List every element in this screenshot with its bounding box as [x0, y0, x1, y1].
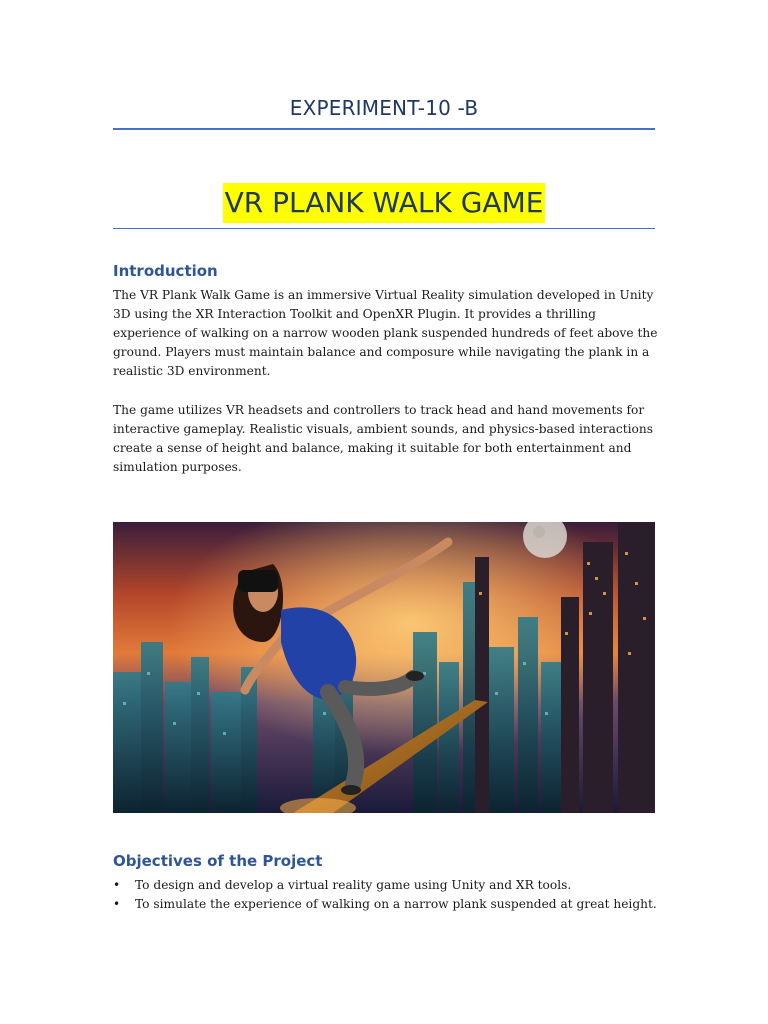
list-item: [113, 895, 658, 914]
objective-text: To simulate the experience of walking on a narrow plank suspended at great height.: [135, 897, 657, 911]
objectives-heading: Objectives of the Project: [113, 852, 323, 870]
title-underline: [113, 128, 655, 130]
main-title: VR PLANK WALK GAME: [223, 183, 546, 223]
intro-paragraph-1: The VR Plank Walk Game is an immersive Virtual Reality simulation developed in Unity 3D using the XR Interaction Toolkit and OpenXR Plugin. It provides a thrilling experience of walking on a narrow wooden plank suspended hundreds of feet above the ground. Players must maintain balance and composure while navigating the plank in a realistic 3D environment.: [113, 288, 658, 378]
vr-plank-walk-image: [113, 522, 655, 813]
bullet-icon: •: [113, 897, 121, 911]
main-title-underline: [113, 228, 655, 229]
main-title-wrap: [113, 183, 655, 223]
bullet-icon: •: [113, 878, 121, 892]
objectives-list: [113, 876, 658, 914]
objective-text: To design and develop a virtual reality game using Unity and XR tools.: [135, 878, 572, 892]
list-item: [113, 876, 658, 895]
intro-paragraph-2: The game utilizes VR headsets and controllers to track head and hand movements for interactive gameplay. Realistic visuals, ambient sounds, and physics-based interactions create a sense of height and balance, making it suitable for both entertainment and simulation purposes.: [113, 403, 653, 474]
introduction-heading: Introduction: [113, 262, 218, 280]
experiment-title: EXPERIMENT-10 -B: [289, 96, 479, 120]
